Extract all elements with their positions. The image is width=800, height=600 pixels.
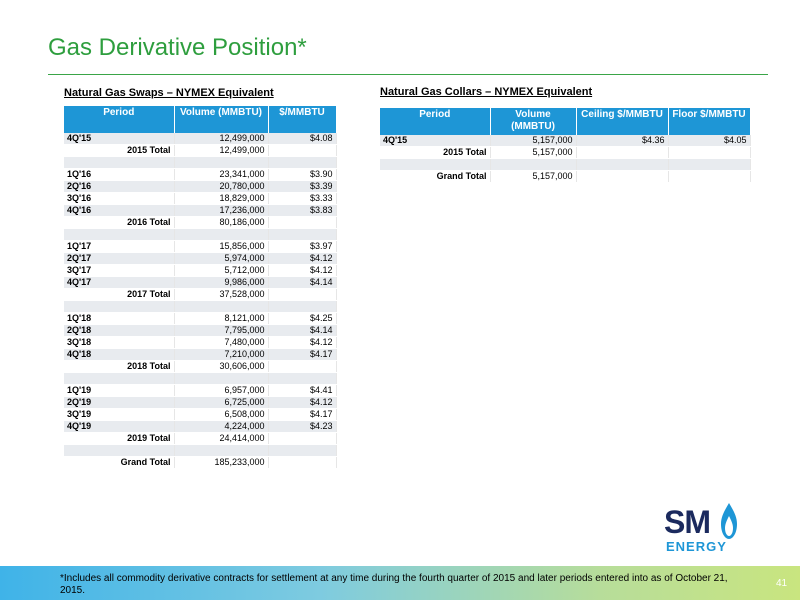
swaps-period-cell (64, 301, 174, 313)
collars-ceiling-cell (576, 147, 668, 159)
swaps-period-cell: 1Q'16 (64, 169, 174, 181)
collars-ceiling-cell (576, 159, 668, 171)
swaps-period-cell: 3Q'19 (64, 409, 174, 421)
slide-title: Gas Derivative Position* (48, 34, 307, 61)
swaps-table-row (64, 241, 336, 253)
swaps-total-label: 2016 Total (64, 217, 174, 229)
swaps-period-cell: 2Q'19 (64, 397, 174, 409)
swaps-volume-cell: 18,829,000 (174, 193, 268, 205)
collars-header-floor: Floor $/MMBTU (668, 108, 750, 135)
swaps-table-row (64, 169, 336, 181)
collars-floor-cell (668, 159, 750, 171)
swaps-volume-cell (174, 445, 268, 457)
collars-floor-cell (668, 147, 750, 159)
swaps-volume-cell: 37,528,000 (174, 289, 268, 301)
swaps-total-row (64, 361, 336, 373)
swaps-spacer-row (64, 373, 336, 385)
flame-icon (720, 502, 738, 540)
swaps-price-cell: $3.33 (268, 193, 336, 205)
swaps-volume-cell: 15,856,000 (174, 241, 268, 253)
collars-total-label: 2015 Total (380, 147, 490, 159)
swaps-volume-cell: 23,341,000 (174, 169, 268, 181)
swaps-period-cell: 3Q'18 (64, 337, 174, 349)
swaps-price-cell: $4.12 (268, 265, 336, 277)
swaps-period-cell: 4Q'18 (64, 349, 174, 361)
swaps-header-row (64, 106, 336, 133)
swaps-volume-cell: 185,233,000 (174, 457, 268, 469)
swaps-volume-cell: 80,186,000 (174, 217, 268, 229)
swaps-price-cell: $3.83 (268, 205, 336, 217)
collars-floor-cell: $4.05 (668, 135, 750, 147)
logo-energy-text: ENERGY (666, 539, 727, 554)
swaps-price-cell: $3.97 (268, 241, 336, 253)
swaps-volume-cell: 6,957,000 (174, 385, 268, 397)
swaps-table-row (64, 133, 336, 145)
swaps-volume-cell: 7,480,000 (174, 337, 268, 349)
swaps-volume-cell: 17,236,000 (174, 205, 268, 217)
swaps-price-cell: $4.12 (268, 397, 336, 409)
swaps-table-row (64, 265, 336, 277)
collars-table (380, 108, 751, 183)
swaps-table-row (64, 337, 336, 349)
swaps-volume-cell: 7,210,000 (174, 349, 268, 361)
collars-volume-cell (490, 159, 576, 171)
swaps-table-row (64, 205, 336, 217)
swaps-price-cell: $4.25 (268, 313, 336, 325)
swaps-period-cell: 3Q'16 (64, 193, 174, 205)
swaps-period-cell: 4Q'15 (64, 133, 174, 145)
swaps-period-cell: 3Q'17 (64, 265, 174, 277)
swaps-price-cell: $4.12 (268, 337, 336, 349)
collars-spacer-row (380, 159, 750, 171)
logo-sm-text: SM (664, 504, 710, 540)
swaps-price-cell (268, 457, 336, 469)
swaps-volume-cell (174, 301, 268, 313)
swaps-section-title: Natural Gas Swaps – NYMEX Equivalent (64, 87, 274, 99)
swaps-total-label: 2018 Total (64, 361, 174, 373)
collars-volume-cell: 5,157,000 (490, 147, 576, 159)
collars-volume-cell: 5,157,000 (490, 135, 576, 147)
swaps-total-row (64, 433, 336, 445)
swaps-table-row (64, 385, 336, 397)
swaps-period-cell (64, 445, 174, 457)
swaps-period-cell: 2Q'17 (64, 253, 174, 265)
swaps-price-cell (268, 361, 336, 373)
swaps-volume-cell: 5,974,000 (174, 253, 268, 265)
swaps-price-cell (268, 157, 336, 169)
swaps-price-cell: $4.17 (268, 409, 336, 421)
collars-total-row (380, 147, 750, 159)
swaps-total-label: 2019 Total (64, 433, 174, 445)
swaps-price-cell: $4.12 (268, 253, 336, 265)
swaps-period-cell: 2Q'18 (64, 325, 174, 337)
collars-section-title: Natural Gas Collars – NYMEX Equivalent (380, 86, 593, 98)
swaps-price-cell: $4.41 (268, 385, 336, 397)
sm-energy-logo (664, 502, 744, 558)
collars-header-row (380, 108, 750, 135)
swaps-price-cell (268, 289, 336, 301)
collars-header-ceiling: Ceiling $/MMBTU (576, 108, 668, 135)
collars-header-period: Period (380, 108, 490, 135)
swaps-price-cell (268, 217, 336, 229)
swaps-volume-cell: 20,780,000 (174, 181, 268, 193)
swaps-period-cell (64, 157, 174, 169)
swaps-price-cell: $3.39 (268, 181, 336, 193)
swaps-price-cell: $3.90 (268, 169, 336, 181)
swaps-volume-cell: 8,121,000 (174, 313, 268, 325)
swaps-price-cell: $4.14 (268, 277, 336, 289)
swaps-header-period: Period (64, 106, 174, 133)
swaps-total-row (64, 289, 336, 301)
swaps-volume-cell: 4,224,000 (174, 421, 268, 433)
swaps-period-cell: 2Q'16 (64, 181, 174, 193)
swaps-spacer-row (64, 229, 336, 241)
swaps-table-row (64, 421, 336, 433)
swaps-volume-cell: 5,712,000 (174, 265, 268, 277)
swaps-table-row (64, 277, 336, 289)
swaps-period-cell: 1Q'19 (64, 385, 174, 397)
swaps-volume-cell (174, 373, 268, 385)
collars-period-cell: 4Q'15 (380, 135, 490, 147)
title-divider (48, 74, 768, 75)
swaps-header-volume: Volume (MMBTU) (174, 106, 268, 133)
swaps-spacer-row (64, 445, 336, 457)
swaps-period-cell: 1Q'17 (64, 241, 174, 253)
swaps-volume-cell: 7,795,000 (174, 325, 268, 337)
swaps-price-cell (268, 445, 336, 457)
swaps-volume-cell (174, 229, 268, 241)
swaps-price-cell (268, 301, 336, 313)
swaps-table-row (64, 193, 336, 205)
swaps-price-cell (268, 145, 336, 157)
collars-total-row (380, 171, 750, 183)
swaps-price-cell (268, 229, 336, 241)
swaps-total-row (64, 457, 336, 469)
swaps-table-row (64, 397, 336, 409)
swaps-total-label: 2017 Total (64, 289, 174, 301)
swaps-table-row (64, 409, 336, 421)
collars-total-label: Grand Total (380, 171, 490, 183)
swaps-volume-cell: 24,414,000 (174, 433, 268, 445)
swaps-period-cell: 1Q'18 (64, 313, 174, 325)
swaps-price-cell: $4.08 (268, 133, 336, 145)
swaps-total-label: Grand Total (64, 457, 174, 469)
swaps-volume-cell: 12,499,000 (174, 133, 268, 145)
swaps-price-cell: $4.17 (268, 349, 336, 361)
swaps-spacer-row (64, 157, 336, 169)
swaps-total-row (64, 217, 336, 229)
swaps-period-cell: 4Q'19 (64, 421, 174, 433)
swaps-volume-cell: 30,606,000 (174, 361, 268, 373)
swaps-table-row (64, 349, 336, 361)
swaps-table-row (64, 325, 336, 337)
swaps-spacer-row (64, 301, 336, 313)
swaps-price-cell (268, 373, 336, 385)
collars-table-row (380, 135, 750, 147)
swaps-price-cell (268, 433, 336, 445)
swaps-table (64, 106, 337, 469)
swaps-period-cell (64, 373, 174, 385)
swaps-price-cell: $4.14 (268, 325, 336, 337)
swaps-period-cell: 4Q'16 (64, 205, 174, 217)
swaps-table-row (64, 181, 336, 193)
collars-ceiling-cell: $4.36 (576, 135, 668, 147)
swaps-header-price: $/MMBTU (268, 106, 336, 133)
swaps-price-cell: $4.23 (268, 421, 336, 433)
collars-volume-cell: 5,157,000 (490, 171, 576, 183)
swaps-volume-cell: 9,986,000 (174, 277, 268, 289)
swaps-table-row (64, 253, 336, 265)
swaps-period-cell: 4Q'17 (64, 277, 174, 289)
swaps-volume-cell: 6,725,000 (174, 397, 268, 409)
page-number: 41 (776, 578, 788, 589)
collars-period-cell (380, 159, 490, 171)
footnote: *Includes all commodity derivative contracts for settlement at any time during the fourth quarter of 2015 and later periods entered into as of October 21, 2015. (60, 573, 728, 596)
swaps-volume-cell: 6,508,000 (174, 409, 268, 421)
swaps-volume-cell (174, 157, 268, 169)
swaps-total-row (64, 145, 336, 157)
swaps-volume-cell: 12,499,000 (174, 145, 268, 157)
swaps-table-row (64, 313, 336, 325)
swaps-total-label: 2015 Total (64, 145, 174, 157)
collars-ceiling-cell (576, 171, 668, 183)
swaps-period-cell (64, 229, 174, 241)
collars-floor-cell (668, 171, 750, 183)
collars-header-volume: Volume (MMBTU) (490, 108, 576, 135)
